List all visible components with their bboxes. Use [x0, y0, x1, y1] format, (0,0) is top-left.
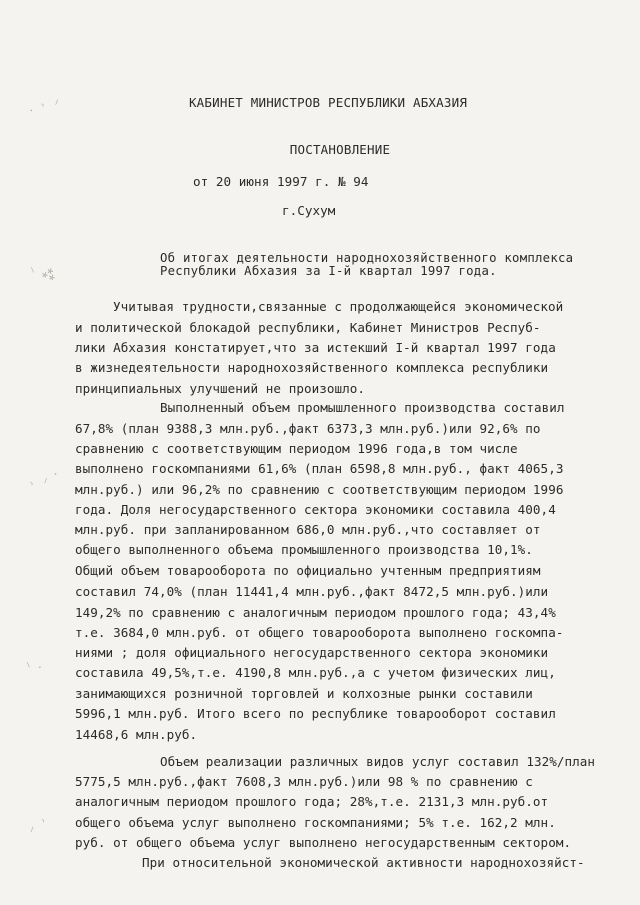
body-line: составила 49,5%,т.е. 4190,8 млн.руб.,а с учетом физических лиц,	[75, 665, 556, 680]
body-line: При относительной экономической активности народнохозяйст-	[142, 855, 585, 870]
scan-mark-icon: ⸜ ⁂	[28, 259, 59, 283]
issuer-heading: КАБИНЕТ МИНИСТРОВ РЕСПУБЛИКИ АБХАЗИЯ	[188, 95, 468, 110]
body-line: 149,2% по сравнению с аналогичным периодом прошлого года; 43,4%	[75, 605, 556, 620]
document-city: г.Сухум	[282, 203, 336, 218]
body-line: ниями ; доля официального негосударственного сектора экономики	[75, 645, 549, 660]
body-line: Выполненный объем промышленного производства составил	[160, 400, 565, 415]
body-line: млн.руб.) или 96,2% по сравнению с соответствующим периодом 1996	[75, 482, 564, 497]
subject-line: Республики Абхазия за I-й квартал 1997 года.	[160, 264, 497, 278]
scan-mark-icon: ⸝ ˒	[25, 813, 50, 835]
body-line: млн.руб. при запланированном 686,0 млн.руб.,что составляет от	[75, 522, 541, 537]
body-line: занимающихся розничной торговлей и колхозные рынки составили	[75, 686, 533, 701]
body-line: в жизнедеятельности народнохозяйственного комплекса республики	[75, 360, 549, 375]
body-line: 14468,6 млн.руб.	[75, 727, 198, 742]
body-line: лики Абхазия констатирует,что за истекший I-й квартал 1997 года	[75, 340, 556, 355]
scan-mark-icon: ˒ ⸝ ‧	[25, 466, 60, 492]
body-line: т.е. 3684,0 млн.руб. от общего товарооборота выполнено госкомпа-	[75, 625, 564, 640]
body-line: принципиальных улучшений не произошло.	[75, 381, 366, 396]
subject-line: Об итогах деятельности народнохозяйственного комплекса	[160, 251, 574, 265]
body-line: 5775,5 млн.руб.,факт 7608,3 млн.руб.)или 98 % по сравнению с	[75, 774, 533, 789]
body-line: сравнению с соответствующим периодом 1996 года,в том числе	[75, 441, 518, 456]
body-line: руб. от общего объема услуг выполнено негосударственным сектором.	[75, 835, 572, 850]
body-line: Объем реализации различных видов услуг составил 132%/план	[160, 754, 596, 769]
document-date-number: от 20 июня 1997 г. № 94	[193, 174, 369, 189]
body-line: Общий объем товарооборота по официально учтенным предприятиям	[75, 563, 541, 578]
body-line: года. Доля негосударственного сектора экономики составила 400,4	[75, 502, 556, 517]
body-line: общего объема услуг выполнено госкомпаниями; 5% т.е. 162,2 млн.	[75, 815, 556, 830]
document-type: ПОСТАНОВЛЕНИЕ	[289, 142, 391, 157]
body-line: составил 74,0% (план 11441,4 млн.руб.,факт 8472,5 млн.руб.)или	[75, 584, 549, 599]
scan-mark-icon: ⸜ ‧	[23, 654, 45, 674]
body-line: общего выполненного объема промышленного производства 10,1%.	[75, 542, 533, 557]
body-line: выполнено госкомпаниями 61,6% (план 6598,8 млн.руб., факт 4065,3	[75, 461, 564, 476]
body-line: 67,8% (план 9388,3 млн.руб.,факт 6373,3 млн.руб.)или 92,6% по	[75, 421, 541, 436]
body-line: и политической блокадой республики, Кабинет Министров Респуб-	[75, 320, 541, 335]
body-line: аналогичным периодом прошлого года; 28%,т.е. 2131,3 млн.руб.от	[75, 794, 549, 809]
body-line: Учитывая трудности,связанные с продолжающейся экономической	[113, 299, 564, 314]
scan-mark-icon: ‧ ˒ ⸝	[26, 91, 62, 118]
body-line: 5996,1 млн.руб. Итого всего по республике товарооборот составил	[75, 706, 556, 721]
